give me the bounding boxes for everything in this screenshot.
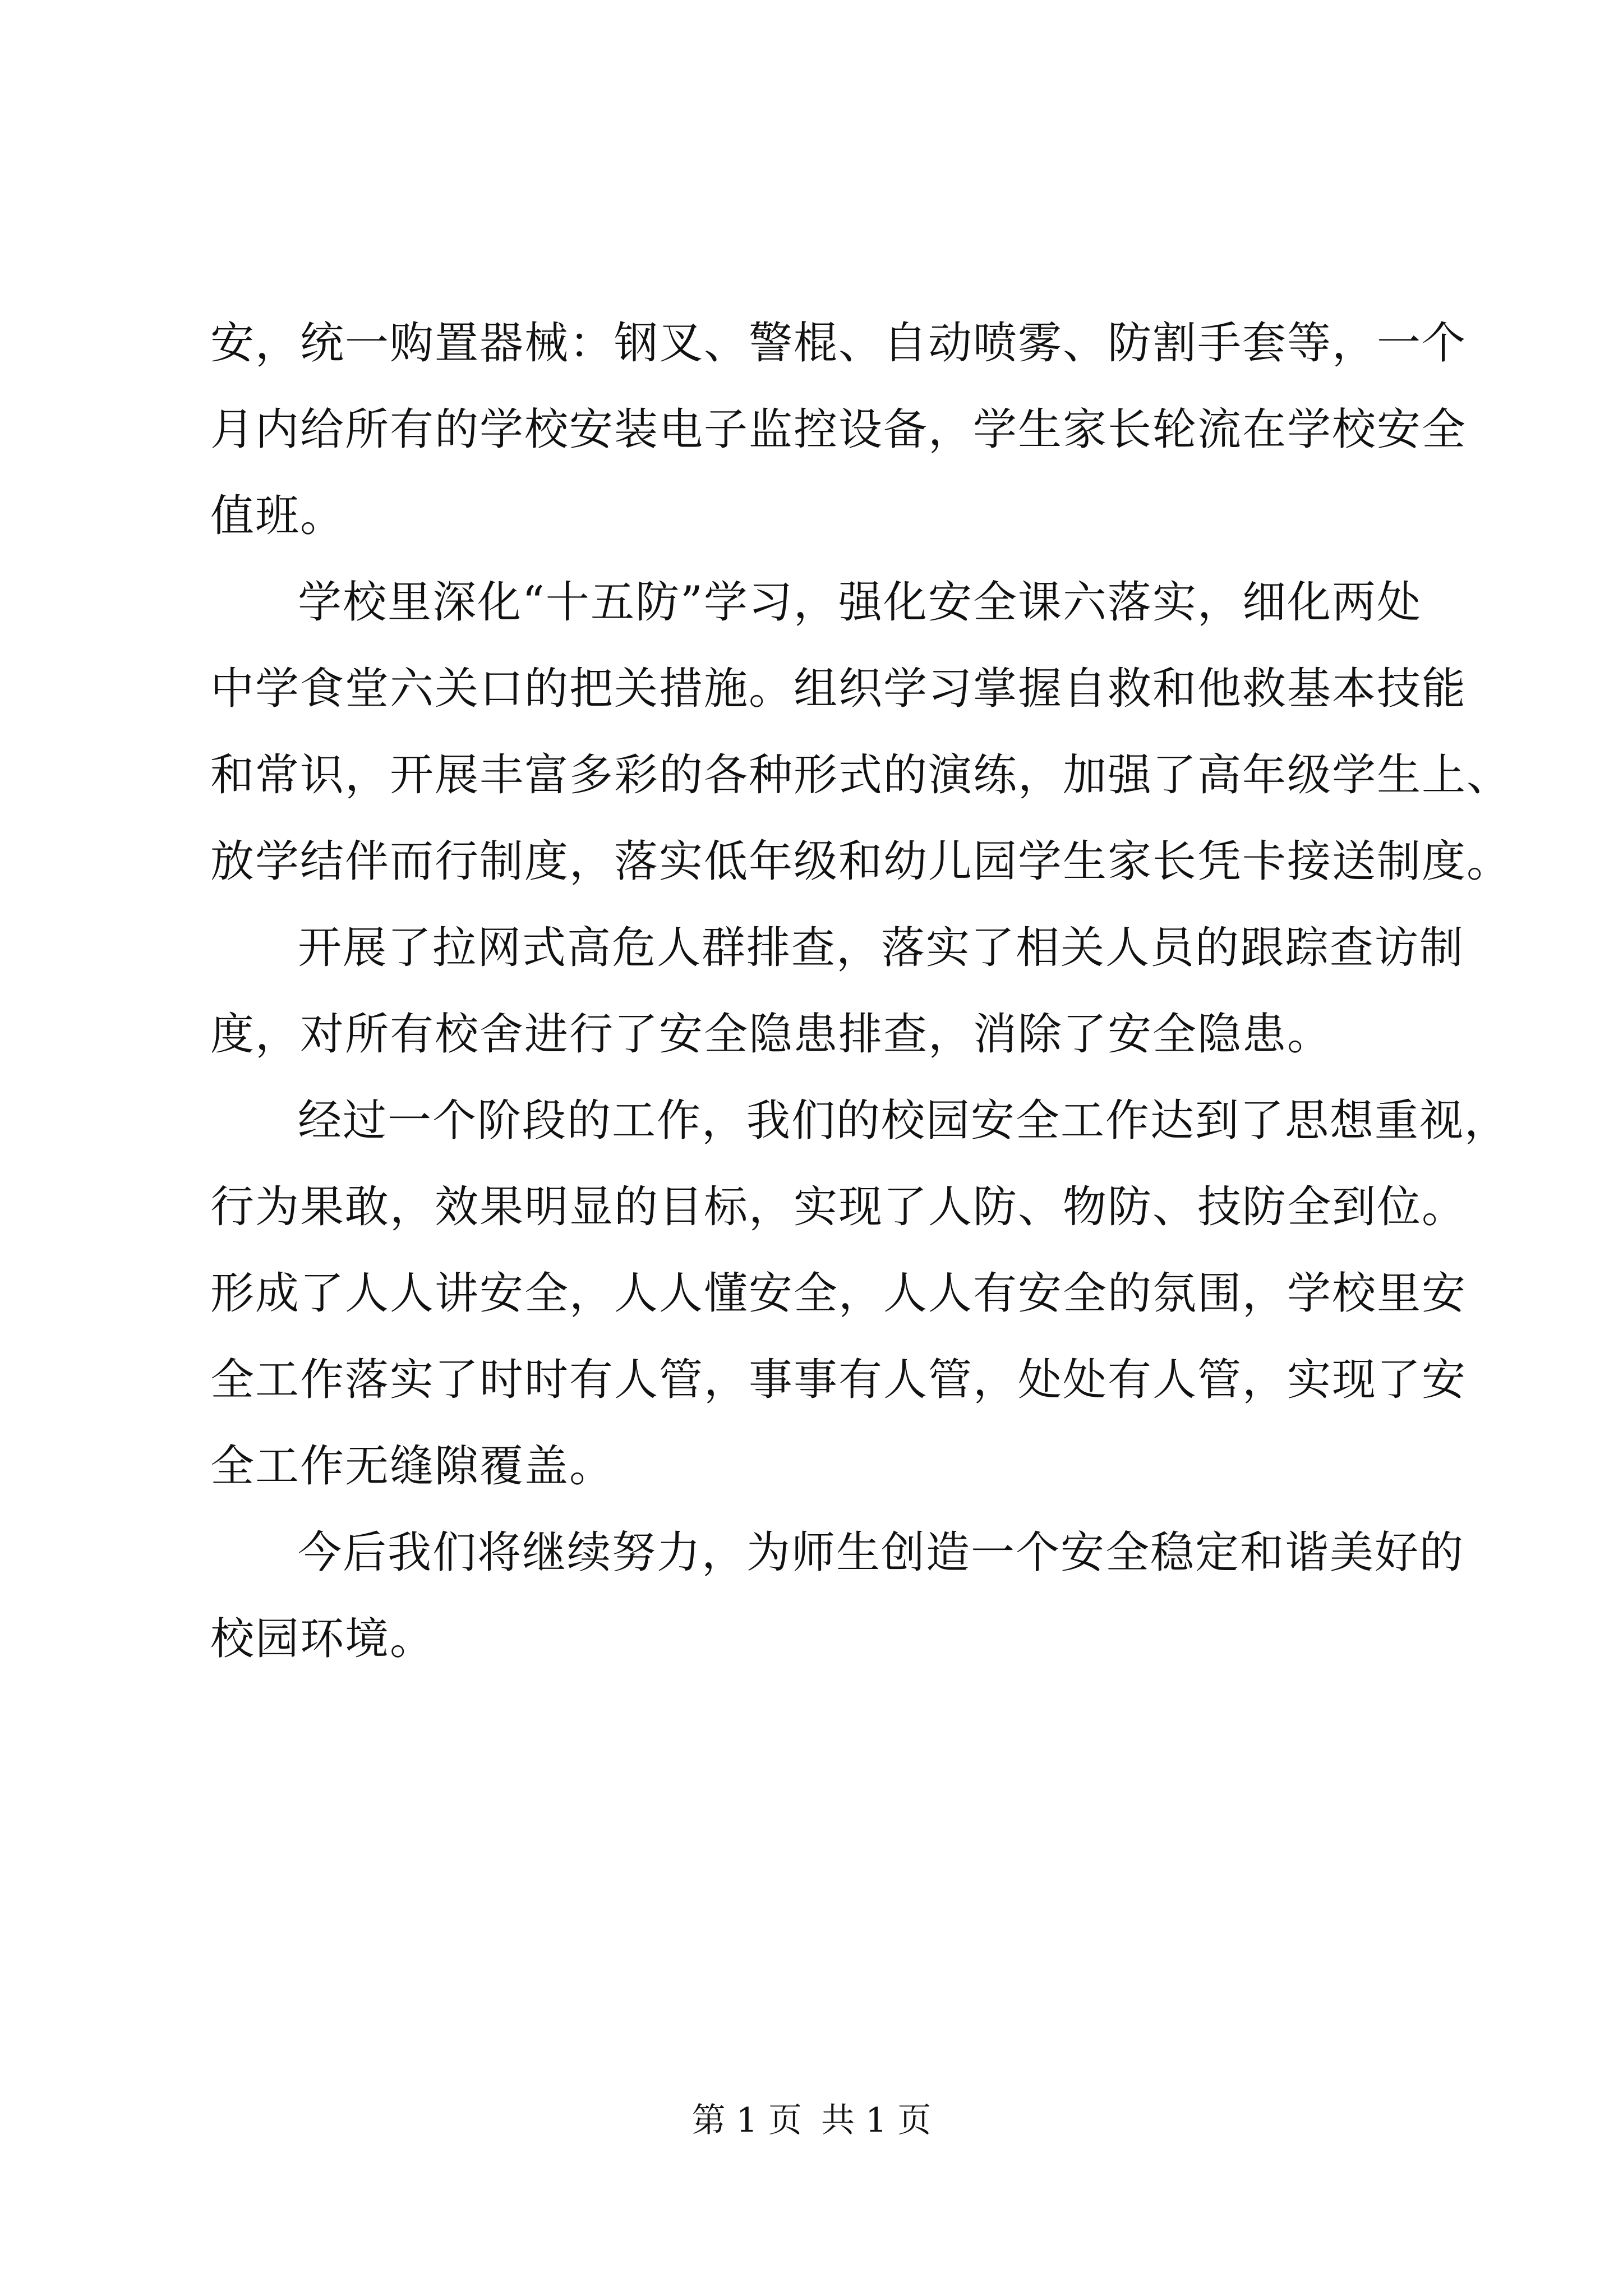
paragraph-first-line: 经过一个阶段的工作，我们的校园安全工作达到了思想重视， xyxy=(298,1096,1510,1146)
text-line: 校园环境。 xyxy=(210,1614,435,1664)
text-line: 全工作无缝隙覆盖。 xyxy=(210,1441,615,1492)
paragraph-first-line: 今后我们将继续努力，为师生创造一个安全稳定和谐美好的 xyxy=(298,1527,1465,1578)
text-line: 全工作落实了时时有人管，事事有人管，处处有人管，实现了安 xyxy=(210,1355,1467,1405)
text-line: 度，对所有校舍进行了安全隐患排查，消除了安全隐患。 xyxy=(210,1009,1332,1060)
page-number-current: 第 1 页 xyxy=(691,2101,802,2140)
text-line: 形成了人人讲安全，人人懂安全，人人有安全的氛围，学校里安 xyxy=(210,1268,1467,1319)
paragraph-first-line: 学校里深化“十五防”学习，强化安全课六落实，细化两处 xyxy=(298,577,1422,628)
text-line: 安，统一购置器械：钢叉、警棍、自动喷雾、防割手套等，一个 xyxy=(210,318,1467,369)
text-line: 行为果敢，效果明显的目标，实现了人防、物防、技防全到位。 xyxy=(210,1182,1467,1232)
text-line: 放学结伴而行制度，落实低年级和幼儿园学生家长凭卡接送制度。 xyxy=(210,836,1512,887)
page-number-total: 共 1 页 xyxy=(821,2101,932,2140)
document-body xyxy=(210,300,1512,1682)
text-line: 和常识，开展丰富多彩的各种形式的演练，加强了高年级学生上、 xyxy=(210,750,1512,800)
text-line: 中学食堂六关口的把关措施。组织学习掌握自救和他救基本技能 xyxy=(210,664,1467,714)
paragraph-first-line: 开展了拉网式高危人群排查，落实了相关人员的跟踪查访制 xyxy=(298,923,1465,973)
text-line: 值班。 xyxy=(210,491,345,541)
page-footer xyxy=(0,2098,1623,2143)
text-line: 月内给所有的学校安装电子监控设备，学生家长轮流在学校安全 xyxy=(210,404,1467,455)
